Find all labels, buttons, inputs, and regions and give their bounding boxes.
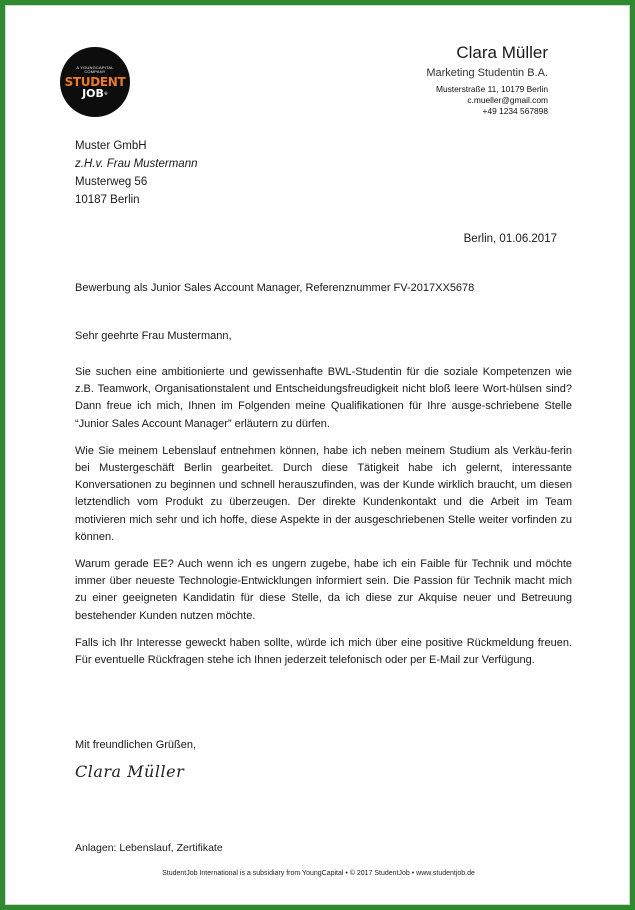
- recipient-company: Muster GmbH: [75, 140, 147, 152]
- letter-date: Berlin, 01.06.2017: [463, 233, 557, 245]
- logo-job-text: JOB®: [82, 86, 108, 100]
- handwritten-signature: Clara Müller: [75, 762, 185, 781]
- letter-body: [75, 364, 572, 679]
- logo-student-text: STUDENT: [64, 74, 126, 89]
- sender-phone: +49 1234 567898: [482, 106, 548, 116]
- letter-subject: Bewerbung als Junior Sales Account Manager, Referenznummer FV-2017XX5678: [75, 282, 475, 294]
- recipient-block: [75, 137, 198, 209]
- body-paragraph-4: Falls ich Ihr Interesse geweckt haben sollte, würde ich mich über eine positive Rückmeldung freuen. Für eventuelle Rückfragen stehe ich Ihnen jederzeit telefonisch oder per E-Mail zur Verfügung.: [75, 636, 572, 667]
- body-paragraph-2: Wie Sie meinem Lebenslauf entnehmen können, habe ich neben meinem Studium als Verkäu-ferin bei Mustergeschäft Berlin gearbeitet. Durch diese Tätigkeit habe ich gelernt, interessante Konversationen zu beginnen und schnell herauszufinden, was der Kunde wirklich braucht, um diesen letztendlich vom Produkt zu überzeugen. Der direkte Kundenkontakt und die Arbeit im Team motivieren mich sehr und ich hoffe, diese Aspekte in der ausgeschriebenen Stelle weiter vorfinden zu können.: [75, 444, 572, 543]
- sender-email: c.mueller@gmail.com: [467, 95, 548, 105]
- sender-title: Marketing Studentin B.A.: [426, 67, 548, 79]
- letter-page: [5, 5, 630, 905]
- logo-tagline: A YOUNGCAPITAL COMPANY: [76, 64, 114, 74]
- studentjob-logo: [60, 47, 130, 117]
- letter-attachments: Anlagen: Lebenslauf, Zertifikate: [75, 842, 223, 854]
- recipient-street: Musterweg 56: [75, 176, 148, 188]
- recipient-attention: z.H.v. Frau Mustermann: [75, 158, 198, 170]
- letter-closing: Mit freundlichen Grüßen,: [75, 739, 197, 751]
- body-paragraph-3: Warum gerade EE? Auch wenn ich es ungern zugebe, habe ich ein Faible für Technik und möchte immer über neueste Technologie-Entwicklungen informiert sein. Die Passion für Technik macht mich zu einer geeigneten Kandidatin für diese Stelle, da ich diese zur Akquise neuer und Betreuung bestehender Kunden nutzen möchte.: [75, 558, 572, 622]
- body-paragraph-1: Sie suchen eine ambitionierte und gewissenhafte BWL-Studentin für die soziale Kompetenzen wie z.B. Teamwork, Organisationstalent und Entscheidungsfreudigkeit nicht bloß leere Wort-hülsen sind? Dann freue ich mich, Ihnen im Folgenden meine Qualifikationen für Ihre ausge-schriebene Stelle “Junior Sales Account Manager” erläutern zu dürfen.: [75, 366, 572, 430]
- recipient-city: 10187 Berlin: [75, 194, 140, 206]
- sender-name: Clara Müller: [456, 43, 548, 62]
- letter-salutation: Sehr geehrte Frau Mustermann,: [75, 330, 232, 342]
- sender-street: Musterstraße 11, 10179 Berlin: [435, 84, 548, 94]
- sender-block: [426, 43, 548, 117]
- letter-footer: StudentJob International is a subsidiary from YoungCapital • © 2017 StudentJob • www.studentjob.de: [162, 870, 475, 877]
